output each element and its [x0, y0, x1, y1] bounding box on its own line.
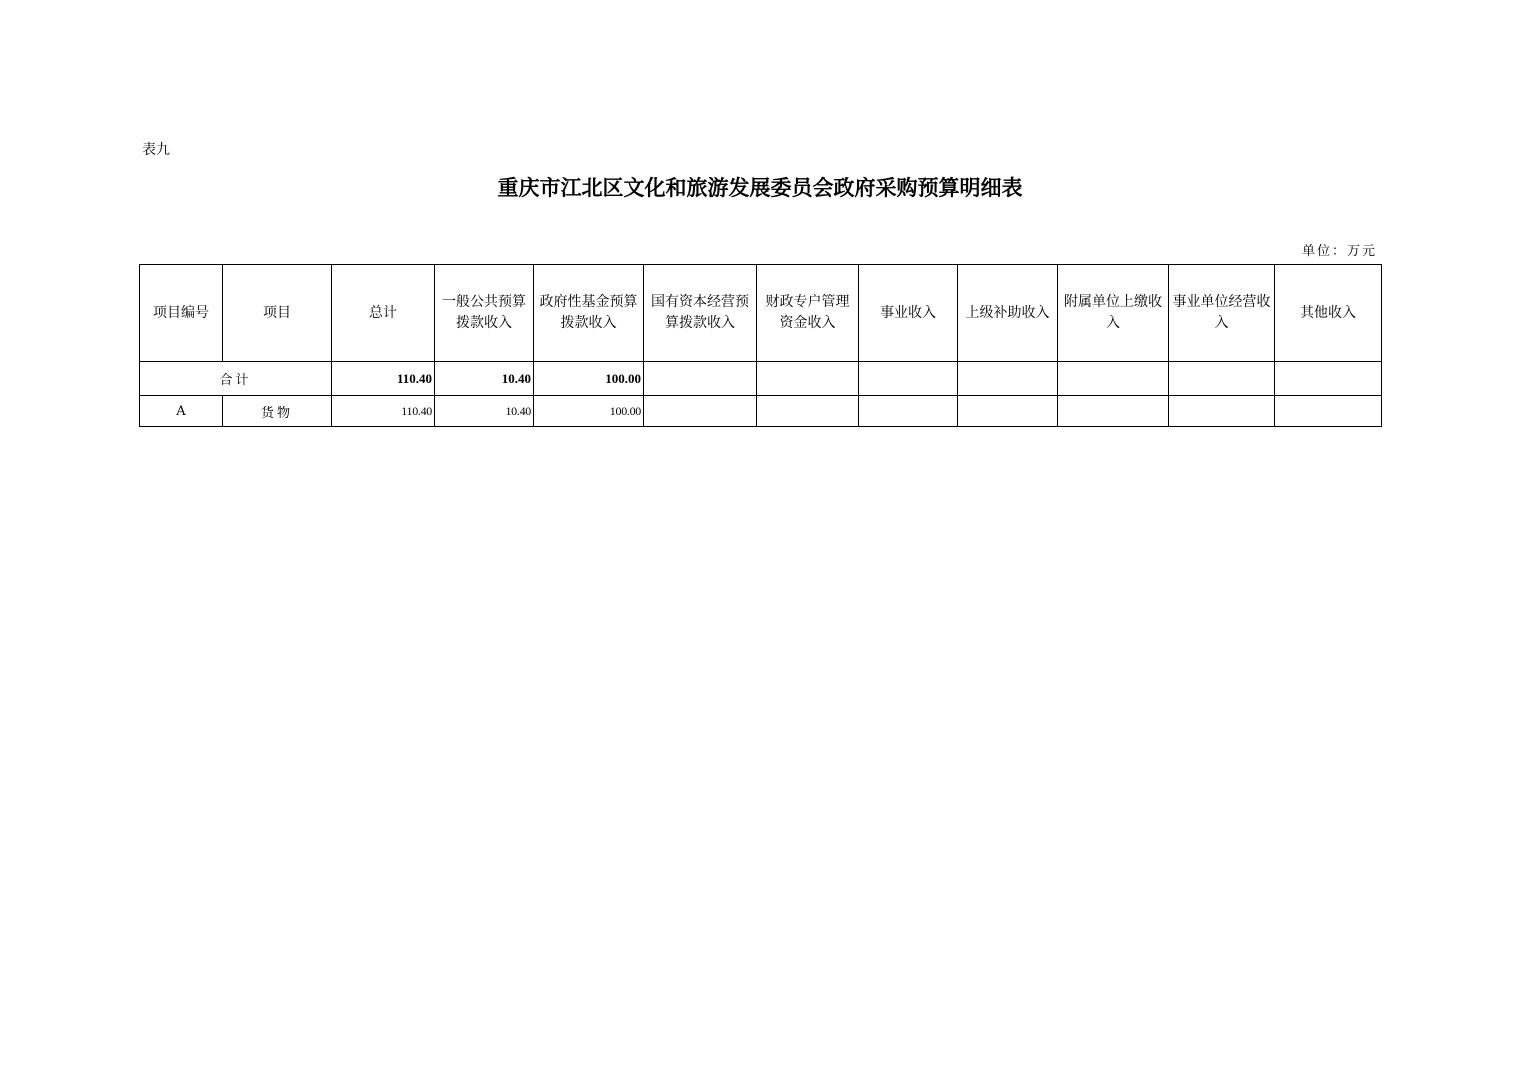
- row-unit-operations: [1169, 396, 1275, 427]
- header-cell-item: 项目: [223, 265, 332, 362]
- header-cell-superior-subsidy: 上级补助收入: [958, 265, 1058, 362]
- row-state-capital: [644, 396, 757, 427]
- total-row-general-budget: 10.40: [435, 362, 534, 396]
- header-cell-general-budget: 一般公共预算拨款收入: [435, 265, 534, 362]
- total-row-unit-operations: [1169, 362, 1275, 396]
- row-other-income: [1275, 396, 1382, 427]
- total-row-special-account: [757, 362, 859, 396]
- unit-label: 单位：万元: [1301, 244, 1377, 259]
- total-row-other-income: [1275, 362, 1382, 396]
- total-row-total: 110.40: [332, 362, 435, 396]
- table-number-label: 表九: [142, 142, 170, 158]
- row-code: A: [140, 396, 223, 427]
- total-row: [140, 362, 1382, 396]
- total-row-affiliated-units: [1058, 362, 1169, 396]
- header-cell-gov-fund: 政府性基金预算拨款收入: [534, 265, 644, 362]
- document-title: 重庆市江北区文化和旅游发展委员会政府采购预算明细表: [497, 175, 1023, 200]
- header-cell-total: 总计: [332, 265, 435, 362]
- total-row-state-capital: [644, 362, 757, 396]
- row-business-income: [859, 396, 958, 427]
- header-cell-business-income: 事业收入: [859, 265, 958, 362]
- header-row: [140, 265, 1382, 362]
- header-cell-code: 项目编号: [140, 265, 223, 362]
- row-general-budget: 10.40: [435, 396, 534, 427]
- row-superior-subsidy: [958, 396, 1058, 427]
- total-row-label: 合计: [140, 362, 332, 396]
- total-row-business-income: [859, 362, 958, 396]
- total-row-superior-subsidy: [958, 362, 1058, 396]
- procurement-budget-table: [139, 264, 1382, 427]
- row-item: 货物: [223, 396, 332, 427]
- table-row: [140, 396, 1382, 427]
- header-cell-special-account: 财政专户管理资金收入: [757, 265, 859, 362]
- row-gov-fund: 100.00: [534, 396, 644, 427]
- header-cell-unit-operations: 事业单位经营收入: [1169, 265, 1275, 362]
- header-cell-other-income: 其他收入: [1275, 265, 1382, 362]
- row-affiliated-units: [1058, 396, 1169, 427]
- row-special-account: [757, 396, 859, 427]
- header-cell-affiliated-units: 附属单位上缴收入: [1058, 265, 1169, 362]
- header-cell-state-capital: 国有资本经营预算拨款收入: [644, 265, 757, 362]
- total-row-gov-fund: 100.00: [534, 362, 644, 396]
- row-total: 110.40: [332, 396, 435, 427]
